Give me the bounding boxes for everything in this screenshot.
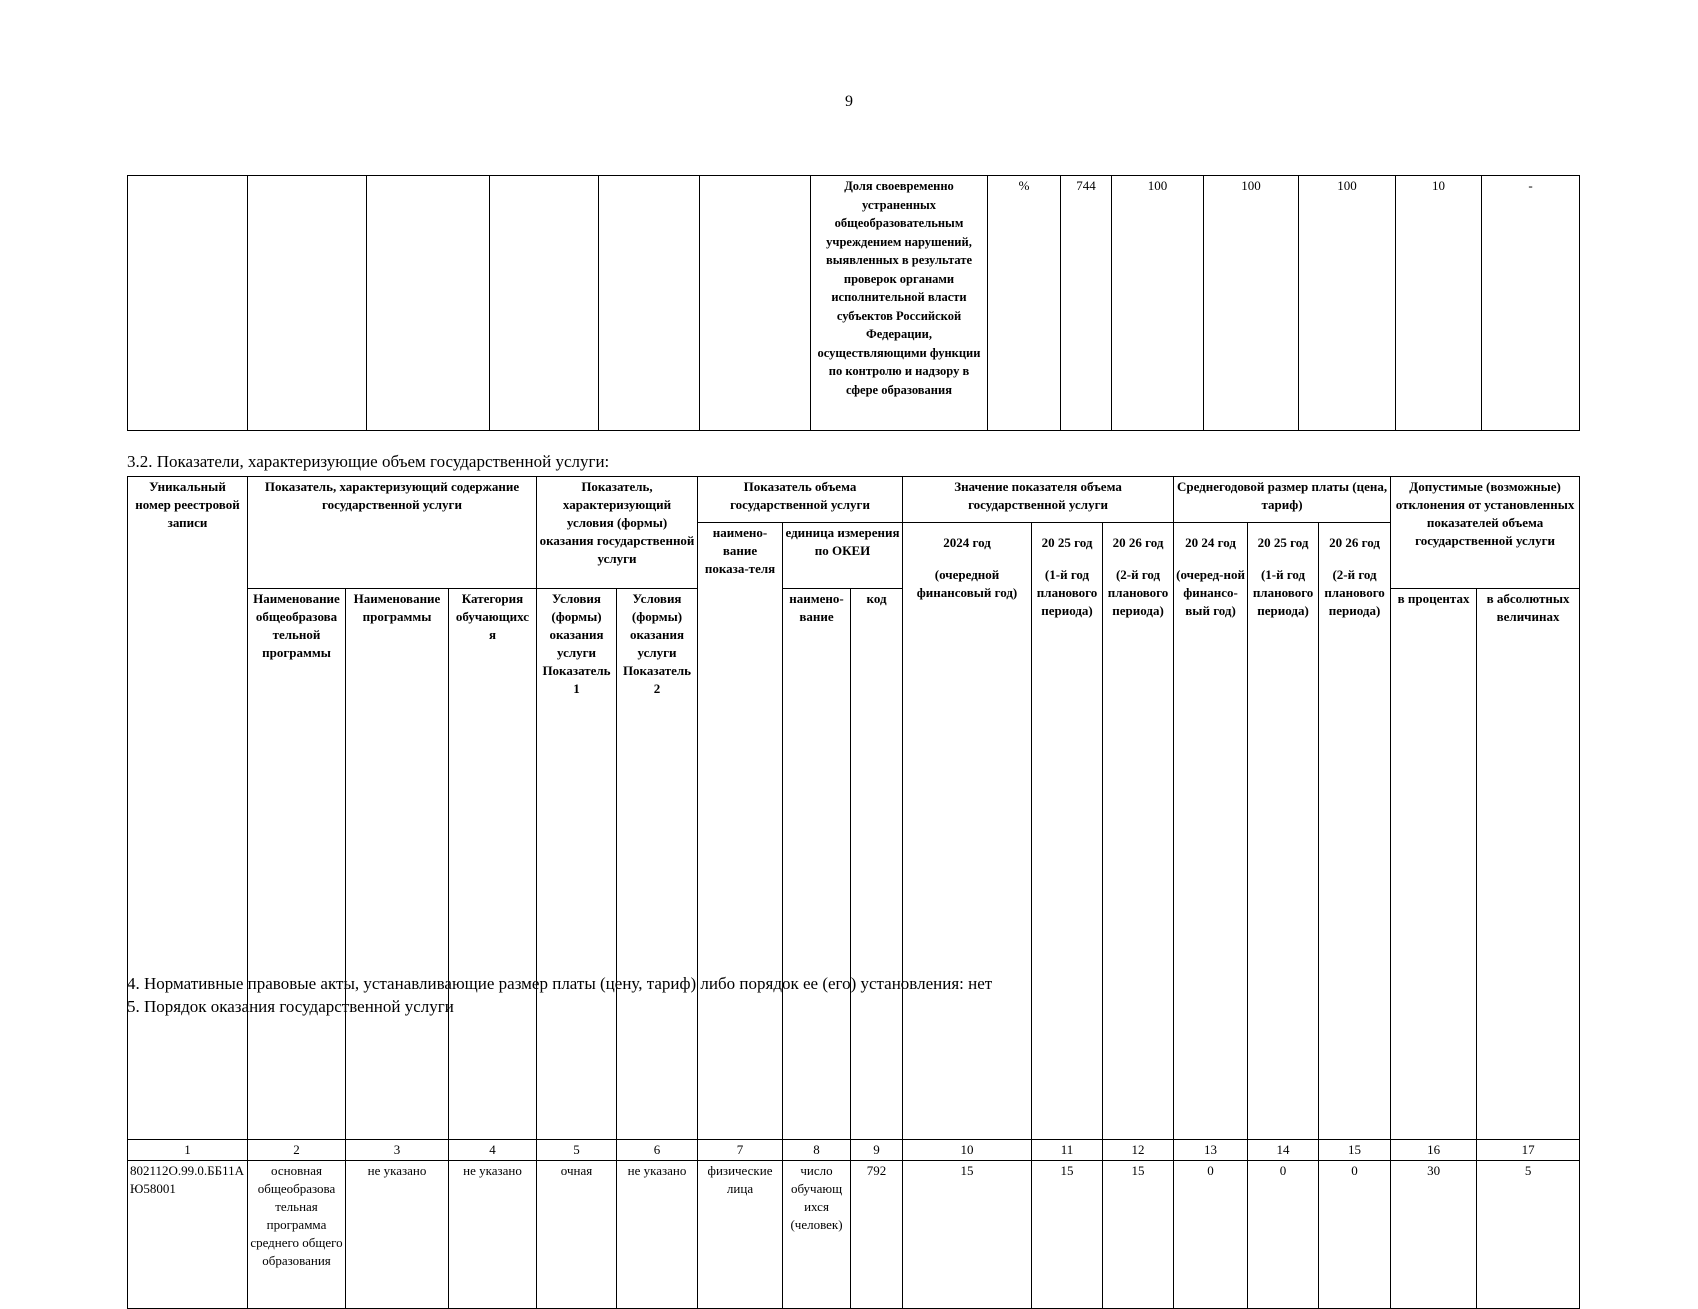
column-number: 1 xyxy=(128,1140,248,1161)
unit-name-cell: число обучающ ихся (человек) xyxy=(783,1161,851,1309)
section-3-2-title: 3.2. Показатели, характеризующие объем государственной услуги: xyxy=(127,452,610,471)
year-label: 20 25 год xyxy=(1257,535,1309,550)
column-number: 3 xyxy=(346,1140,449,1161)
year-sub-label: (очередной финансовый год) xyxy=(916,567,1018,600)
program-type-header: Наименование общеобразова тельной программы xyxy=(248,589,346,1140)
column-number-row xyxy=(128,1140,1580,1161)
column-number: 15 xyxy=(1319,1140,1391,1161)
student-category-cell: не указано xyxy=(449,1161,537,1309)
year-sub-label: (1-й год планового периода) xyxy=(1252,567,1314,618)
value-2026-cell: 15 xyxy=(1103,1161,1174,1309)
year-label: 20 25 год xyxy=(1041,535,1093,550)
condition-1-cell: очная xyxy=(537,1161,617,1309)
empty-cell xyxy=(599,176,700,431)
value-2025-cell: 100 xyxy=(1204,176,1299,431)
column-number: 10 xyxy=(903,1140,1032,1161)
section-5-line: 5. Порядок оказания государственной услуги xyxy=(127,997,454,1016)
deviation-percent-header: в процентах xyxy=(1391,589,1477,1140)
column-number: 5 xyxy=(537,1140,617,1161)
year-sub-label: (очеред-ной финансо-вый год) xyxy=(1176,567,1245,618)
indicator-name: Доля своевременно устраненных общеобразовательным учреждением нарушений, выявленных в результате проверок органами исполнительной власти субъектов Российской Федерации, осуществляющими функции по контролю и надзору в сфере образования xyxy=(811,176,988,431)
indicator-name-cell: физические лица xyxy=(698,1161,783,1309)
fee-2024-cell: 0 xyxy=(1174,1161,1248,1309)
volume-indicator-header: Показатель объема государственной услуги xyxy=(698,477,903,523)
volume-indicator-name-header: наимено-вание показа-теля xyxy=(698,523,783,1140)
fee-2025-cell: 0 xyxy=(1248,1161,1319,1309)
student-category-header: Категория обучающихс я xyxy=(449,589,537,1140)
registry-number-cell: 802112О.99.0.ББ11АЮ58001 xyxy=(128,1161,248,1309)
year-2025-header xyxy=(1032,523,1103,1140)
registry-number-header: Уникальный номер реестровой записи xyxy=(128,477,248,1140)
okei-unit-header: единица измерения по ОКЕИ xyxy=(783,523,903,589)
volume-value-header: Значение показателя объема государственной услуги xyxy=(903,477,1174,523)
program-type-cell: основная общеобразова тельная программа среднего общего образования xyxy=(248,1161,346,1309)
okei-code-cell: 744 xyxy=(1061,176,1112,431)
year-label: 2024 год xyxy=(943,535,991,550)
table-row xyxy=(128,1161,1580,1309)
empty-cell xyxy=(248,176,367,431)
deviation-absolute-cell: 5 xyxy=(1477,1161,1580,1309)
fee-header: Среднегодовой размер платы (цена, тариф) xyxy=(1174,477,1391,523)
deviation-absolute-cell: - xyxy=(1482,176,1580,431)
unit-name-header: наимено-вание xyxy=(783,589,851,1140)
page-number: 9 xyxy=(845,93,853,110)
column-number: 17 xyxy=(1477,1140,1580,1161)
column-number: 9 xyxy=(851,1140,903,1161)
year-sub-label: (2-й год планового периода) xyxy=(1324,567,1385,618)
fee-2026-header xyxy=(1319,523,1391,1140)
fee-2024-header xyxy=(1174,523,1248,1140)
column-number: 12 xyxy=(1103,1140,1174,1161)
section-4-line: 4. Нормативные правовые акты, устанавливающие размер платы (цену, тариф) либо порядок ее (его) установления: нет xyxy=(127,974,993,993)
year-sub-label: (1-й год планового периода) xyxy=(1036,567,1098,618)
deviation-percent-cell: 30 xyxy=(1391,1161,1477,1309)
deviation-header: Допустимые (возможные) отклонения от установленных показателей объема государственной услуги xyxy=(1391,477,1580,589)
condition-1-header: Условия (формы) оказания услуги Показатель 1 xyxy=(537,589,617,1140)
condition-2-cell: не указано xyxy=(617,1161,698,1309)
unit-cell: % xyxy=(988,176,1061,431)
header-row xyxy=(128,477,1580,523)
year-2026-header xyxy=(1103,523,1174,1140)
fee-2026-cell: 0 xyxy=(1319,1161,1391,1309)
quality-indicator-table-continuation xyxy=(127,175,1580,431)
volume-indicators-table xyxy=(127,476,1580,1309)
value-2026-cell: 100 xyxy=(1299,176,1396,431)
program-name-header: Наименование программы xyxy=(346,589,449,1140)
fee-2025-header xyxy=(1248,523,1319,1140)
conditions-indicator-header: Показатель, характеризующий условия (формы) оказания государственной услуги xyxy=(537,477,698,589)
year-label: 20 24 год xyxy=(1185,535,1236,550)
unit-code-cell: 792 xyxy=(851,1161,903,1309)
empty-cell xyxy=(128,176,248,431)
column-number: 8 xyxy=(783,1140,851,1161)
empty-cell xyxy=(367,176,490,431)
column-number: 6 xyxy=(617,1140,698,1161)
column-number: 13 xyxy=(1174,1140,1248,1161)
content-indicator-header: Показатель, характеризующий содержание государственной услуги xyxy=(248,477,537,589)
column-number: 14 xyxy=(1248,1140,1319,1161)
column-number: 16 xyxy=(1391,1140,1477,1161)
column-number: 2 xyxy=(248,1140,346,1161)
empty-cell xyxy=(700,176,811,431)
condition-2-header: Условия (формы) оказания услуги Показатель 2 xyxy=(617,589,698,1140)
value-2024-cell: 100 xyxy=(1112,176,1204,431)
year-2024-header xyxy=(903,523,1032,1140)
value-2024-cell: 15 xyxy=(903,1161,1032,1309)
deviation-percent-cell: 10 xyxy=(1396,176,1482,431)
column-number: 7 xyxy=(698,1140,783,1161)
table-row xyxy=(128,176,1580,431)
program-name-cell: не указано xyxy=(346,1161,449,1309)
empty-cell xyxy=(490,176,599,431)
year-sub-label: (2-й год планового периода) xyxy=(1107,567,1169,618)
year-label: 20 26 год xyxy=(1112,535,1164,550)
unit-code-header: код xyxy=(851,589,903,1140)
year-label: 20 26 год xyxy=(1329,535,1380,550)
value-2025-cell: 15 xyxy=(1032,1161,1103,1309)
column-number: 11 xyxy=(1032,1140,1103,1161)
deviation-absolute-header: в абсолютных величинах xyxy=(1477,589,1580,1140)
column-number: 4 xyxy=(449,1140,537,1161)
